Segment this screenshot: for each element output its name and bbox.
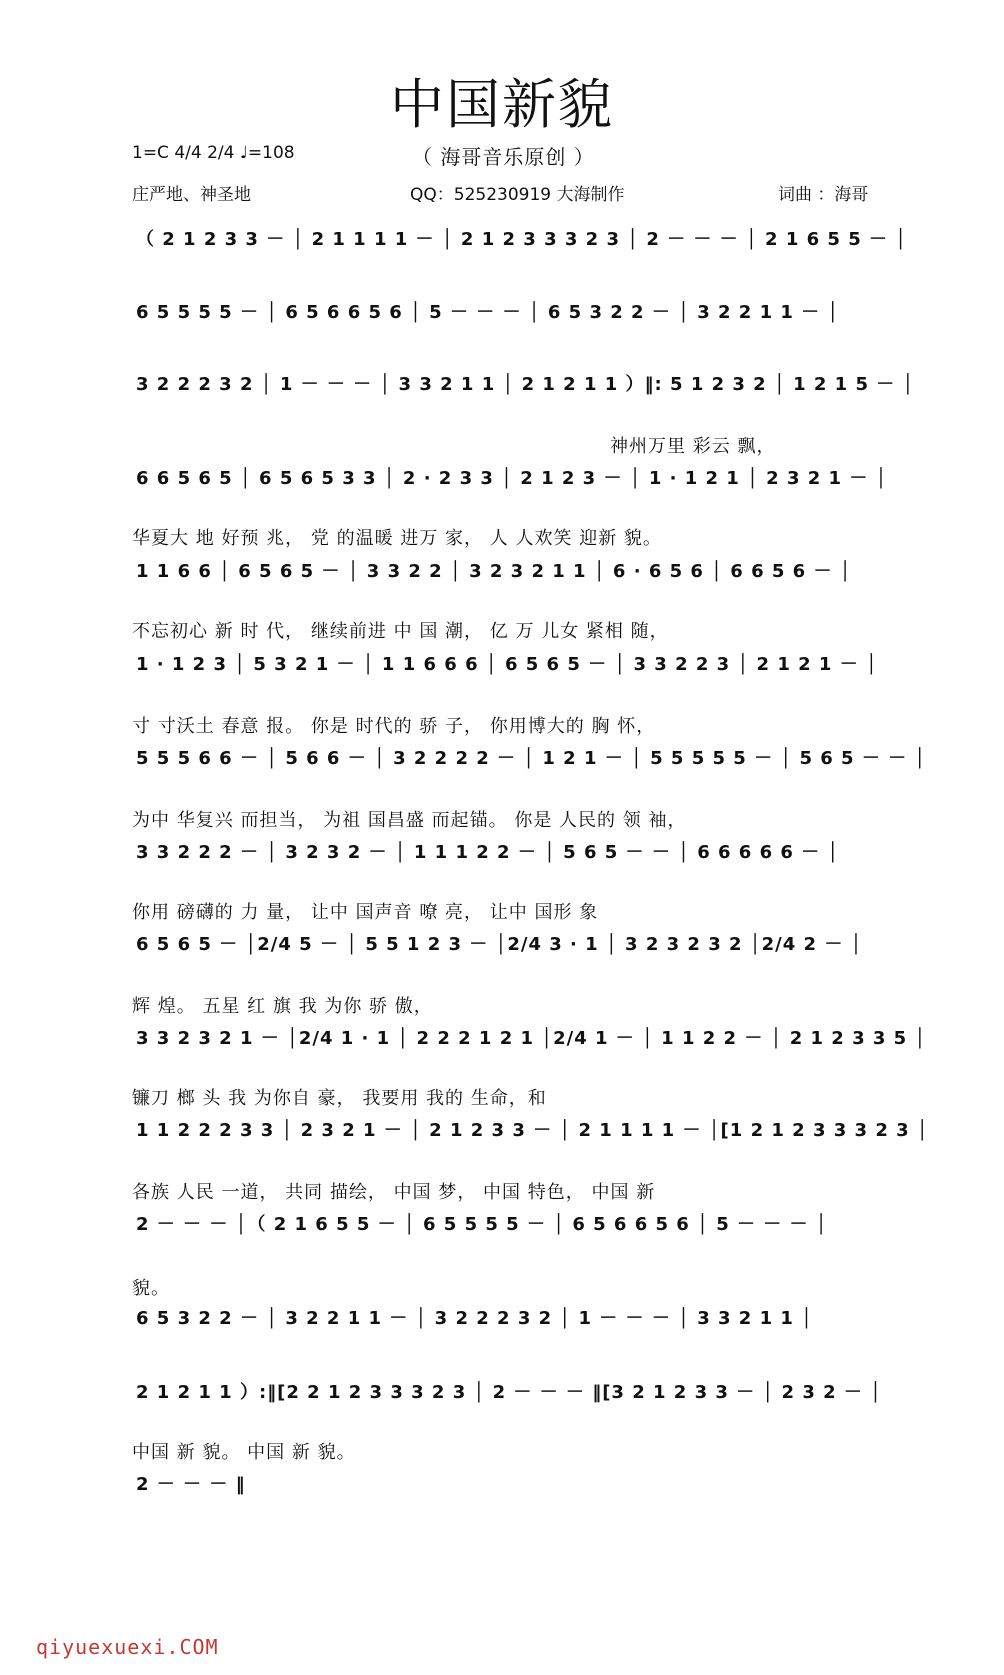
score-system	[132, 452, 888, 492]
score-system	[132, 732, 927, 772]
credit-line: 词曲 ：海哥	[778, 185, 869, 205]
notation-row: 1 · 1 2 3 │ 5 3 2 1 － │ 1 1 6 6 6 │ 6 5 6 5 － │ 3 3 2 2 3 │ 2 1 2 1 － │	[136, 654, 878, 675]
lyric-row: 华夏大 地 好预 兆， 党 的温暖 进万 家， 人 人欢笑 迎新 貌。	[132, 528, 662, 549]
score-system	[132, 1104, 929, 1144]
score-system	[132, 286, 888, 326]
lyric-row: 貌。	[132, 1278, 170, 1299]
score-system	[132, 1366, 888, 1406]
notation-row: 2 1 2 1 1 ）:‖[2 2 1 2 3 3 3 2 3 │ 2 － － － ‖[3 2 1 2 3 3 － │ 2 3 2 － │	[136, 1382, 883, 1403]
notation-row: 1 1 6 6 │ 6 5 6 5 － │ 3 3 2 2 │ 3 2 3 2 1 1 │ 6 · 6 5 6 │ 6 6 5 6 － │	[136, 561, 852, 582]
notation-row: 2 － － － ‖	[136, 1474, 246, 1495]
score-system	[132, 826, 888, 866]
notation-row: 3 2 2 2 3 2 │ 1 － － － │ 3 3 2 1 1 │ 2 1 2 1 1 ）‖: 5 1 2 3 2 │ 1 2 1 5 － │	[136, 374, 915, 395]
key-tempo: 1=C 4/4 2/4 ♩=108	[132, 143, 295, 163]
notation-row: 3 3 2 3 2 1 － │2/4 1 · 1 │ 2 2 2 1 2 1 │2/4 1 － │ 1 1 2 2 － │ 2 1 2 3 3 5 │	[136, 1028, 927, 1049]
score-system	[132, 638, 888, 678]
lyric-row: 寸 寸沃土 春意 报。 你是 时代的 骄 子， 你用博大的 胸 怀，	[132, 716, 656, 737]
song-title: 中国新貌	[390, 73, 614, 136]
performance-style: 庄严地、神圣地	[132, 185, 251, 205]
notation-row: 6 5 3 2 2 － │ 3 2 2 1 1 － │ 3 2 2 2 3 2 │ 1 － － － │ 3 3 2 1 1 │	[136, 1308, 813, 1329]
notation-row: 6 6 5 6 5 │ 6 5 6 5 3 3 │ 2 · 2 3 3 │ 2 1 2 3 － │ 1 · 1 2 1 │ 2 3 2 1 － │	[136, 468, 888, 489]
score-system	[132, 1458, 888, 1498]
score-system	[132, 1292, 888, 1332]
watermark: qiyuexuexi.COM	[36, 1635, 219, 1659]
notation-row: 6 5 6 5 － │2/4 5 － │ 5 5 1 2 3 － │2/4 3 · 1 │ 3 2 3 2 3 2 │2/4 2 － │	[136, 934, 863, 955]
lyric-row: 为中 华复兴 而担当， 为祖 国昌盛 而起锚。 你是 人民的 领 袖，	[132, 810, 687, 831]
qq-contact: QQ：525230919 大海制作	[410, 185, 625, 205]
lyric-row: 你用 磅礴的 力 量， 让中 国声音 嘹 亮， 让中 国形 象	[132, 902, 599, 923]
score-system	[132, 545, 888, 585]
score-system	[132, 213, 908, 253]
lyric-row: 神州万里 彩云 飘，	[610, 436, 776, 457]
lyric-row: 各族 人民 一道， 共同 描绘， 中国 梦， 中国 特色， 中国 新	[132, 1182, 656, 1203]
score-system	[132, 918, 888, 958]
lyric-row: 辉 煌。 五星 红 旗 我 为你 骄 傲，	[132, 996, 433, 1017]
score-system	[132, 1012, 927, 1052]
notation-row: 5 5 5 6 6 － │ 5 6 6 － │ 3 2 2 2 2 － │ 1 2 1 － │ 5 5 5 5 5 － │ 5 6 5 － － │	[136, 748, 927, 769]
notation-row: 2 － － － │（ 2 1 6 5 5 － │ 6 5 5 5 5 － │ 6 5 6 6 5 6 │ 5 － － － │	[136, 1214, 828, 1235]
score-system	[132, 1198, 888, 1238]
score-system	[132, 358, 915, 398]
notation-row: 3 3 2 2 2 － │ 3 2 3 2 － │ 1 1 1 2 2 － │ 5 6 5 － － │ 6 6 6 6 6 － │	[136, 842, 840, 863]
lyric-row: 中国 新 貌。 中国 新 貌。	[132, 1442, 356, 1463]
notation-row: （ 2 1 2 3 3 － │ 2 1 1 1 1 － │ 2 1 2 3 3 3 2 3 │ 2 － － － │ 2 1 6 5 5 － │	[136, 229, 908, 250]
lyric-row: 镰刀 榔 头 我 为你自 豪， 我要用 我的 生命，和	[132, 1088, 547, 1109]
lyric-row: 不忘初心 新 时 代， 继续前进 中 国 潮， 亿 万 儿女 紧相 随，	[132, 621, 669, 642]
notation-row: 6 5 5 5 5 － │ 6 5 6 6 5 6 │ 5 － － － │ 6 5 3 2 2 － │ 3 2 2 1 1 － │	[136, 302, 840, 323]
subtitle: （ 海哥音乐原创 ）	[412, 145, 595, 169]
notation-row: 1 1 2 2 2 3 3 │ 2 3 2 1 － │ 2 1 2 3 3 － │ 2 1 1 1 1 － │[1 2 1 2 3 3 3 2 3 │	[136, 1120, 929, 1141]
